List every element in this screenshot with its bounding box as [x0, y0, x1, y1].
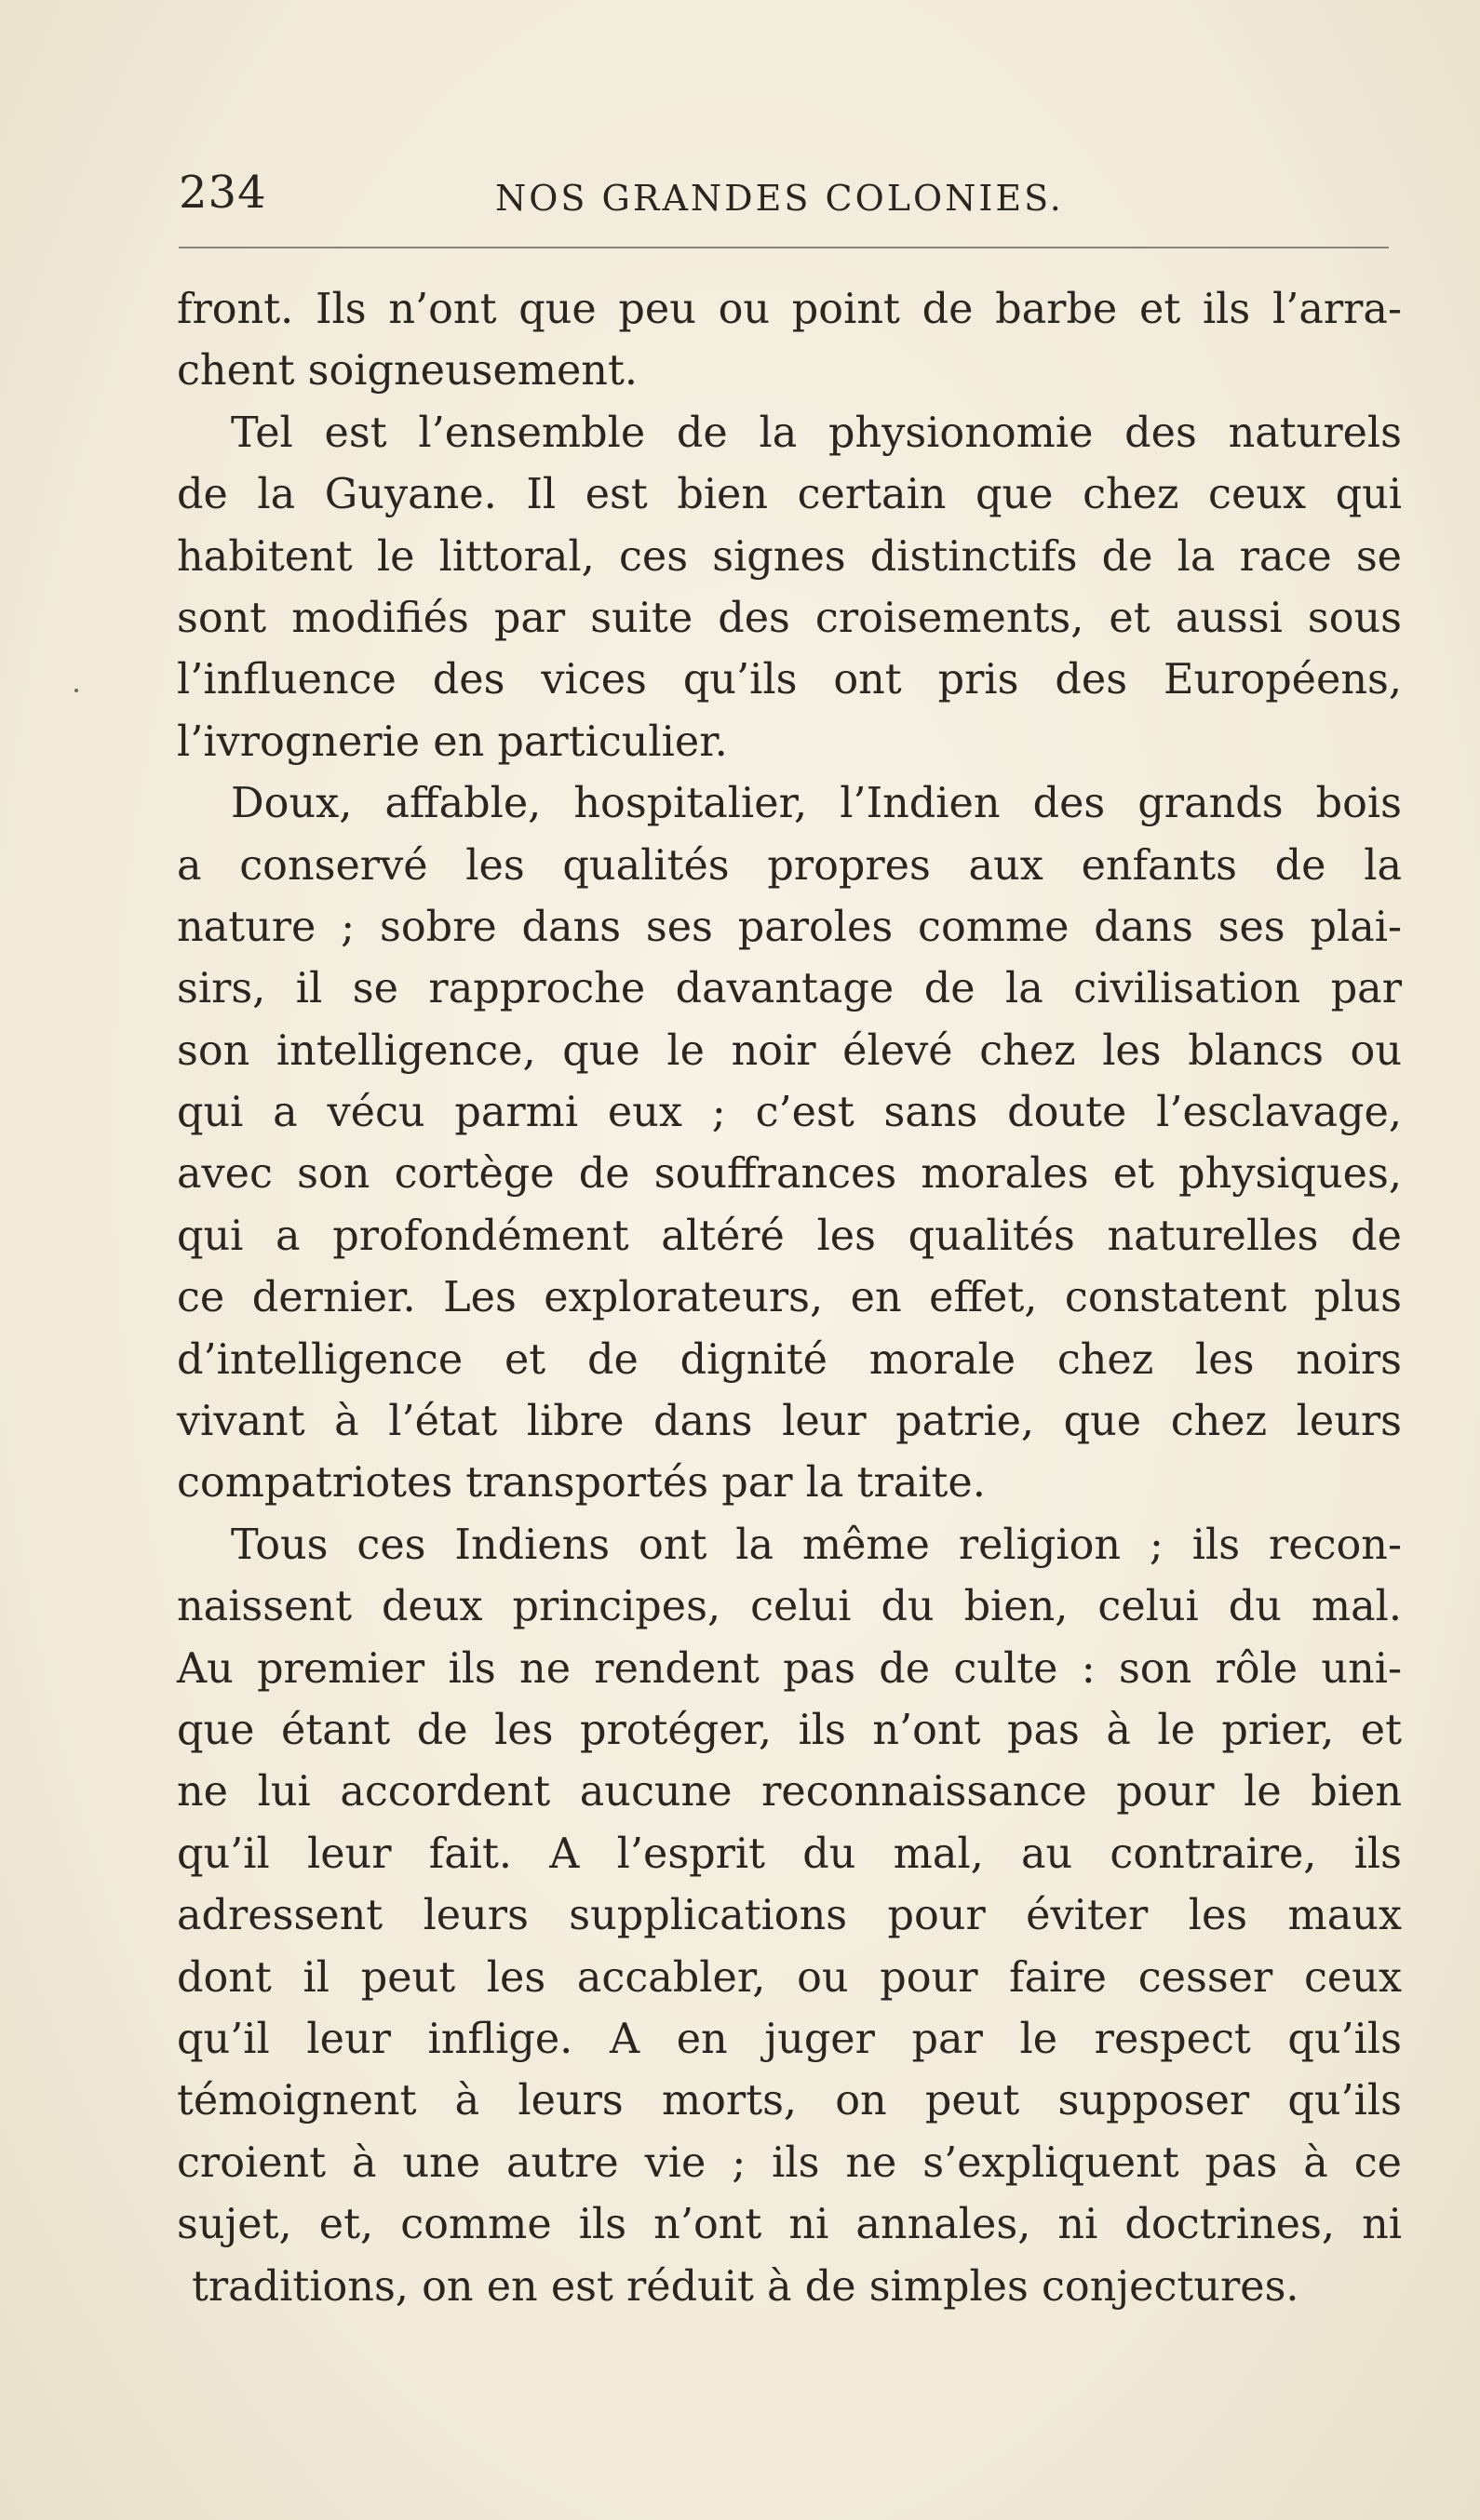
text-line: habitent le littoral, ces signes distinctifs de la race se: [177, 532, 1402, 581]
text-line: qu’il leur fait. A l’esprit du mal, au contraire, ils: [177, 1830, 1402, 1878]
text-line: de la Guyane. Il est bien certain que chez ceux qui: [177, 471, 1402, 519]
text-line: que étant de les protéger, ils n’ont pas à le prier, et: [177, 1706, 1402, 1754]
text-line: Doux, affable, hospitalier, l’Indien des grands bois: [231, 780, 1402, 828]
text-line: nature ; sobre dans ses paroles comme dans ses plai-: [177, 903, 1402, 951]
page-header: [179, 160, 1389, 225]
text-line: Tel est l’ensemble de la physionomie des naturels: [231, 409, 1402, 457]
text-line: qui a profondément altéré les qualités naturelles de: [177, 1212, 1402, 1260]
text-line: front. Ils n’ont que peu ou point de barbe et ils l’arra-: [177, 286, 1402, 333]
text-line: sirs, il se rapproche davantage de la civilisation par: [177, 965, 1402, 1013]
text-line: traditions, on en est réduit à de simples conjectures.: [192, 2262, 1299, 2311]
text-line: sujet, et, comme ils n’ont ni annales, ni doctrines, ni: [177, 2201, 1402, 2249]
text-line: naissent deux principes, celui du bien, celui du mal.: [177, 1583, 1402, 1631]
text-line: avec son cortège de souffrances morales et physiques,: [177, 1150, 1402, 1199]
text-line: chent soigneusement.: [177, 347, 638, 395]
text-line: adressent leurs supplications pour éviter les maux: [177, 1892, 1402, 1940]
text-line: l’influence des vices qu’ils ont pris des Européens,: [177, 656, 1402, 704]
text-line: Au premier ils ne rendent pas de culte : son rôle uni-: [177, 1644, 1402, 1693]
text-line: l’ivrognerie en particulier.: [177, 717, 728, 766]
text-line: sont modifiés par suite des croisements, et aussi sous: [177, 594, 1402, 642]
header-rule: [179, 247, 1389, 248]
text-line: d’intelligence et de dignité morale chez les noirs: [177, 1335, 1402, 1384]
page-number: 234: [179, 167, 267, 219]
text-line: dont il peut les accabler, ou pour faire cesser ceux: [177, 1953, 1402, 2002]
text-line: son intelligence, que le noir élevé chez les blancs ou: [177, 1026, 1402, 1075]
body-text: [177, 279, 1402, 2318]
text-line: Tous ces Indiens ont la même religion ; ils recon-: [231, 1521, 1402, 1569]
text-line: qui a vécu parmi eux ; c’est sans doute l’esclavage,: [177, 1089, 1402, 1137]
text-line: qu’il leur inflige. A en juger par le respect qu’ils: [177, 2015, 1402, 2063]
text-line: a conservé les qualités propres aux enfants de la: [177, 841, 1402, 890]
margin-mark: [74, 689, 78, 692]
text-line: compatriotes transportés par la traite.: [177, 1459, 986, 1508]
running-title: NOS GRANDES COLONIES.: [495, 178, 1064, 219]
text-line: vivant à l’état libre dans leur patrie, que chez leurs: [177, 1398, 1402, 1446]
text-line: témoignent à leurs morts, on peut supposer qu’ils: [177, 2077, 1402, 2125]
text-line: ne lui accordent aucune reconnaissance pour le bien: [177, 1768, 1402, 1816]
text-line: ce dernier. Les explorateurs, en effet, constatent plus: [177, 1274, 1402, 1322]
text-line: croient à une autre vie ; ils ne s’expliquent pas à ce: [177, 2138, 1402, 2187]
